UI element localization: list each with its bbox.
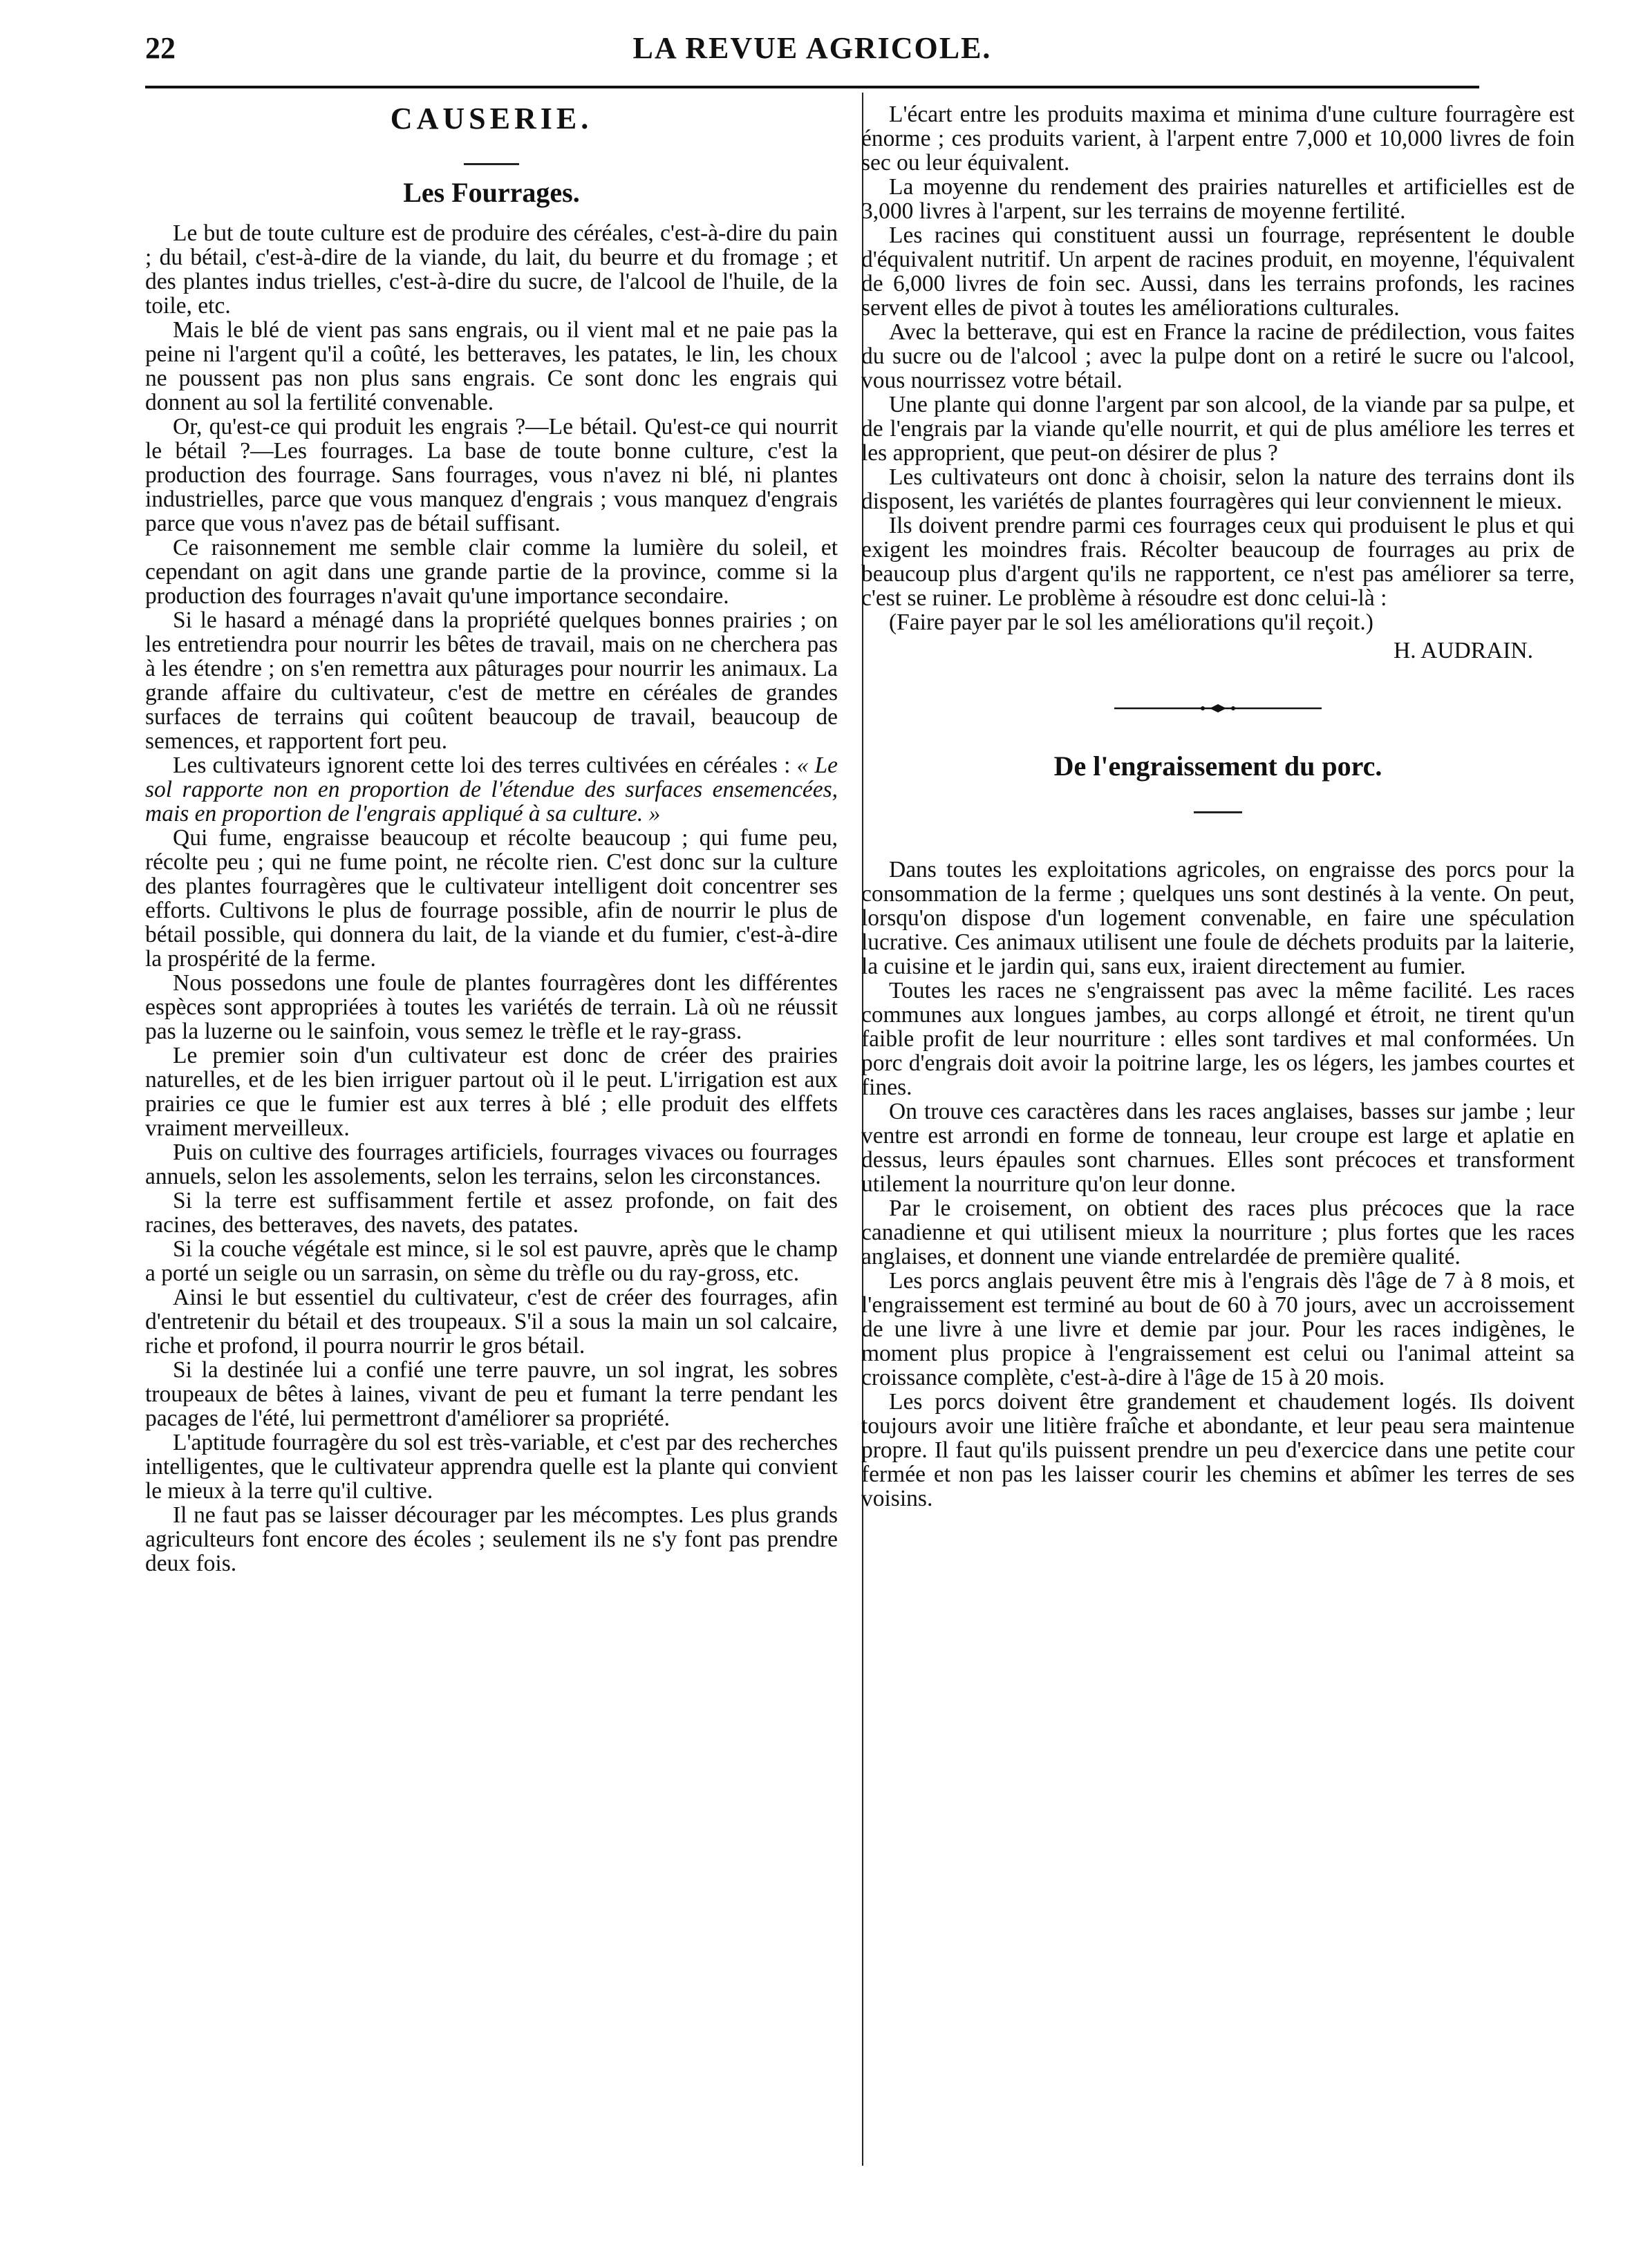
paragraph: Ils doivent prendre parmi ces fourrages ceux qui produisent le plus et qui exigent les moindres frais. Récolter beaucoup de fourrages au prix de beaucoup plus d'argent qu'ils ne rapportent, ce n'est pas améliorer sa terre, c'est se ruiner. Le problème à résoudre est donc celui-là : bbox=[861, 513, 1575, 611]
paragraph: Mais le blé de vient pas sans engrais, ou il vient mal et ne paie pas la peine ni l'argent qu'il a coûté, les betteraves, les patates, le lin, les choux ne poussent pas non plus sans engrais. Ce sont donc les engrais qui donnent au sol la fertilité convenable. bbox=[145, 317, 838, 415]
paragraph: (Faire payer par le sol les améliorations qu'il reçoit.) bbox=[889, 609, 1373, 635]
paragraph: Dans toutes les exploitations agricoles, on engraisse des porcs pour la consommation de la ferme ; quelques uns sont destinés à la vente. On peut, lorsqu'on dispose d'un logement convenable, en faire une spéculation lucrative. Ces animaux utilisent une foule de déchets produits par la laiterie, la cuisine et le jardin qui, sans eux, iraient directement au fumier. bbox=[861, 857, 1575, 979]
quote-paragraph bbox=[145, 753, 838, 826]
paragraph: Les cultivateurs ont donc à choisir, selon la nature des terrains dont ils disposent, les variétés de plantes fourragères qui leur conviennent le mieux. bbox=[861, 464, 1575, 514]
paragraph: Le but de toute culture est de produire des céréales, c'est-à-dire du pain ; du bétail, c'est-à-dire de la viande, du lait, du beurre et du fromage ; et des plantes indus trielles, c'est-à-dire du sucre, de l'alcool de l'huile, de la toile, etc. bbox=[145, 220, 838, 319]
paragraph: Par le croisement, on obtient des races plus précoces que la race canadienne et qui utilisent mieux la nourriture ; plus fortes que les races anglaises, et donnent une viande entrelardée de première qualité. bbox=[861, 1196, 1575, 1269]
paragraph: Si la destinée lui a confié une terre pauvre, un sol ingrat, les sobres troupeaux de bêtes à laines, vivant de peu et fumant la terre pendant les pacages de l'été, lui permettront d'améliorer sa propriété. bbox=[145, 1357, 838, 1431]
page-header bbox=[145, 26, 1479, 82]
paragraph: Le premier soin d'un cultivateur est donc de créer des prairies naturelles, et de les bien irriguer partout où il le peut. L'irrigation est aux prairies ce que le fumier est aux terres à blé ; elle produit des elffets vraiment merveilleux. bbox=[145, 1043, 838, 1141]
paragraph: On trouve ces caractères dans les races anglaises, basses sur jambe ; leur ventre est arrondi en forme de tonneau, leur croupe est large et aplatie en dessus, leurs épaules sont charnues. Elles sont précoces et transforment utilement la nourriture qu'on leur donne. bbox=[861, 1099, 1575, 1197]
paragraph: Il ne faut pas se laisser décourager par les mécomptes. Les plus grands agriculteurs font encore des écoles ; seulement ils ne s'y font pas prendre deux fois. bbox=[145, 1502, 838, 1576]
paragraph: Les porcs doivent être grandement et chaudement logés. Ils doivent toujours avoir une litière fraîche et abondante, et leur peau sera maintenue propre. Il faut qu'ils puissent prendre un peu d'exercice dans une petite cour fermée et non pas les laisser courir les chemins et abîmer les terres de ses voisins. bbox=[861, 1389, 1575, 1511]
paragraph: Toutes les races ne s'engraissent pas avec la même facilité. Les races communes aux longues jambes, au corps allongé et étroit, ne tirent qu'un faible profit de leur nourriture : elles sont tardives et mal conformées. Un porc d'engrais doit avoir la poitrine large, les os légers, les jambes courtes et fines. bbox=[861, 978, 1575, 1100]
header-rule bbox=[145, 86, 1479, 88]
fleuron-ornament bbox=[1114, 704, 1322, 712]
paragraph: L'écart entre les produits maxima et minima d'une culture fourragère est énorme ; ces produits varient, à l'arpent entre 7,000 et 10,000 livres de foin sec ou leur équivalent. bbox=[861, 102, 1575, 176]
left-column bbox=[145, 102, 838, 1576]
paragraph: Les racines qui constituent aussi un fourrage, représentent le double d'équivalent nutritif. Un arpent de racines produit, en moyenne, l'équivalent de 6,000 livres de foin sec. Aussi, dans les terrains profonds, les racines servent elles de pivot à toutes les améliorations culturales. bbox=[861, 223, 1575, 321]
running-title: LA REVUE AGRICOLE. bbox=[632, 31, 992, 65]
paragraph: L'aptitude fourragère du sol est très-variable, et c'est par des recherches intelligentes, que le cultivateur apprendra quelle est la plante qui convient le mieux à la terre qu'il cultive. bbox=[145, 1430, 838, 1504]
right-column bbox=[861, 102, 1575, 1511]
quote-intro: Les cultivateurs ignorent cette loi des terres cultivées en céréales : bbox=[173, 753, 791, 778]
paragraph: Ainsi le but essentiel du cultivateur, c'est de créer des fourrages, afin d'entretenir du bétail et des troupeaux. S'il a sous la main un sol calcaire, riche et profond, il pourra nourrir le gros bétail. bbox=[145, 1285, 838, 1359]
title-dash bbox=[1194, 811, 1242, 813]
paragraph: Si le hasard a ménagé dans la propriété quelques bonnes prairies ; on les entretiendra pour nourrir les bêtes de travail, mais on ne cherchera pas à les étendre ; on s'en remettra aux pâturages pour nourrir les animaux. La grande affaire du cultivateur, c'est de mettre en céréales de grandes surfaces de terrains qui coûtent beaucoup de travail, beaucoup de semences, et rapportent fort peu. bbox=[145, 607, 838, 754]
article-title-fourrages: Les Fourrages. bbox=[403, 177, 580, 208]
paragraph: Les porcs anglais peuvent être mis à l'engrais dès l'âge de 7 à 8 mois, et l'engraissement est terminé au bout de 60 à 70 jours, avec un accroissement de une livre à une livre et demie par jour. Pour les races indigènes, le moment plus propice à l'engraissement est celui ou l'animal atteint sa croissance complète, c'est-à-dire à l'âge de 15 à 20 mois. bbox=[861, 1268, 1575, 1390]
paragraph: Ce raisonnement me semble clair comme la lumière du soleil, et cependant on agit dans une grande partie de la province, comme si la production des fourrages n'avait qu'une importance secondaire. bbox=[145, 535, 838, 609]
paragraph: La moyenne du rendement des prairies naturelles et artificielles est de 3,000 livres à l'arpent, sur les terrains de moyenne fertilité. bbox=[861, 174, 1575, 224]
author-signature: H. AUDRAIN. bbox=[1394, 638, 1533, 663]
paragraph: Une plante qui donne l'argent par son alcool, de la viande par sa pulpe, et de l'engrais par la viande qu'elle nourrit, et qui de plus améliore les terres et les approprient, que peut-on désirer de plus ? bbox=[861, 392, 1575, 466]
paragraph: Qui fume, engraisse beaucoup et récolte beaucoup ; qui fume peu, récolte peu ; qui ne fume point, ne récolte rien. C'est donc sur la culture des plantes fourragères que le cultivateur intelligent doit concentrer ses efforts. Cultivons le plus de fourrage possible, afin de nourrir le plus de bétail possible, qui donnera du lait, de la viande et du fumier, c'est-à-dire la prospérité de la ferme. bbox=[145, 825, 838, 972]
ornament-icon bbox=[1114, 704, 1322, 712]
paragraph: Puis on cultive des fourrages artificiels, fourrages vivaces ou fourrages annuels, selon les assolements, selon les terrains, selon les circonstances. bbox=[145, 1140, 838, 1189]
section-title: CAUSERIE. bbox=[390, 102, 593, 135]
title-dash bbox=[464, 163, 519, 165]
paragraph: Si la couche végétale est mince, si le sol est pauvre, après que le champ a porté un seigle ou un sarrasin, on sème du trèfle ou du ray-gross, etc. bbox=[145, 1236, 838, 1286]
paragraph: Si la terre est suffisamment fertile et assez profonde, on fait des racines, des betteraves, des navets, des patates. bbox=[145, 1188, 838, 1238]
paragraph: Or, qu'est-ce qui produit les engrais ?—Le bétail. Qu'est-ce qui nourrit le bétail ?—Les fourrages. La base de toute bonne culture, c'est la production des fourrage. Sans fourrages, vous n'avez ni blé, ni plantes industrielles, parce que vous manquez d'engrais ; vous manquez d'engrais parce que vous n'avez pas de bétail suffisant. bbox=[145, 414, 838, 536]
article-title-porc: De l'engraissement du porc. bbox=[1053, 750, 1382, 782]
paragraph: Nous possedons une foule de plantes fourragères dont les différentes espèces sont appropriées à toutes les variétés de terrain. Là où ne réussit pas la luzerne ou le sainfoin, vous semez le trèfle et le ray-grass. bbox=[145, 970, 838, 1044]
paragraph: Avec la betterave, qui est en France la racine de prédilection, vous faites du sucre ou de l'alcool ; avec la pulpe dont on a retiré le sucre ou l'alcool, vous nourrissez votre bétail. bbox=[861, 319, 1575, 393]
page-number: 22 bbox=[145, 31, 176, 65]
quote-text: « Le sol rapporte non en proportion de l'étendue des surfaces ensemencées, mais en proportion de l'engrais appliqué à sa culture. » bbox=[145, 753, 838, 826]
